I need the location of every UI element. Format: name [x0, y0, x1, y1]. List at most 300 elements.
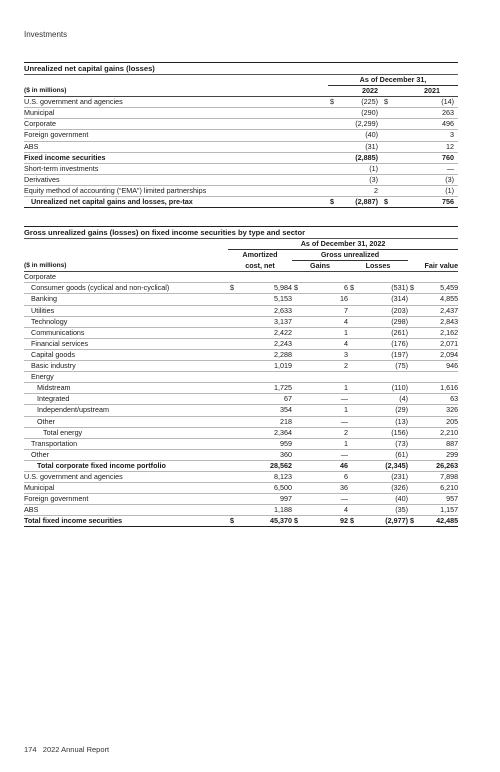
dollar-sign — [228, 438, 254, 449]
row-label: Total fixed income securities — [24, 516, 228, 527]
dollar-sign: $ — [292, 516, 316, 527]
amortized-cost: 2,364 — [254, 427, 292, 438]
table-row — [24, 361, 458, 372]
table2-losses-header: Losses — [348, 261, 408, 272]
dollar-sign — [408, 505, 424, 516]
dollar-sign — [328, 108, 336, 119]
losses-value: (261) — [372, 327, 408, 338]
fair-value: 2,210 — [424, 427, 458, 438]
losses-value: (197) — [372, 349, 408, 360]
dollar-sign — [328, 185, 336, 196]
table1-col-2022: 2022 — [336, 86, 382, 97]
dollar-sign — [408, 383, 424, 394]
dollar-sign — [292, 383, 316, 394]
fair-value: 7,898 — [424, 471, 458, 482]
table1-col-2021: 2021 — [390, 86, 458, 97]
table1-units: ($ in millions) — [24, 86, 328, 97]
dollar-sign — [382, 119, 390, 130]
dollar-sign — [328, 163, 336, 174]
dollar-sign: $ — [348, 516, 372, 527]
table-row — [24, 152, 458, 163]
table-row — [24, 471, 458, 482]
dollar-sign: $ — [408, 516, 424, 527]
row-label: Other — [24, 416, 228, 427]
table-row — [24, 185, 458, 196]
dollar-sign — [228, 494, 254, 505]
dollar-sign — [228, 505, 254, 516]
losses-value: (40) — [372, 494, 408, 505]
table-row — [24, 197, 458, 208]
dollar-sign — [348, 438, 372, 449]
gains-value: 4 — [316, 316, 348, 327]
row-label: Foreign government — [24, 130, 328, 141]
gains-value: 6 — [316, 471, 348, 482]
dollar-sign — [408, 327, 424, 338]
page-number: 174 — [24, 745, 37, 754]
row-label: Fixed income securities — [24, 152, 328, 163]
gains-value: 2 — [316, 427, 348, 438]
dollar-sign — [348, 505, 372, 516]
value-2022: (40) — [336, 130, 382, 141]
dollar-sign — [382, 174, 390, 185]
dollar-sign — [228, 483, 254, 494]
value-2021: (3) — [390, 174, 458, 185]
dollar-sign — [328, 152, 336, 163]
losses-value: (73) — [372, 438, 408, 449]
report-name: 2022 Annual Report — [42, 745, 110, 754]
gains-value — [316, 272, 348, 283]
losses-value: (326) — [372, 483, 408, 494]
amortized-cost: 6,500 — [254, 483, 292, 494]
dollar-sign — [408, 460, 424, 471]
dollar-sign — [348, 427, 372, 438]
unrealized-gains-table — [24, 62, 458, 208]
dollar-sign — [408, 494, 424, 505]
value-2021: (1) — [390, 185, 458, 196]
value-2021: (14) — [390, 97, 458, 108]
value-2021: 12 — [390, 141, 458, 152]
value-2022: (2,299) — [336, 119, 382, 130]
amortized-cost: 1,019 — [254, 361, 292, 372]
table-row — [24, 383, 458, 394]
losses-value: (4) — [372, 394, 408, 405]
table-row — [24, 163, 458, 174]
table1 — [24, 75, 458, 208]
dollar-sign — [228, 383, 254, 394]
amortized-cost: 5,153 — [254, 294, 292, 305]
dollar-sign — [292, 505, 316, 516]
gains-value: — — [316, 449, 348, 460]
amortized-cost: 1,188 — [254, 505, 292, 516]
amortized-cost — [254, 372, 292, 383]
dollar-sign — [292, 338, 316, 349]
gains-value: 1 — [316, 327, 348, 338]
losses-value: (231) — [372, 471, 408, 482]
table-row — [24, 294, 458, 305]
table-row — [24, 316, 458, 327]
row-label: U.S. government and agencies — [24, 97, 328, 108]
fair-value: 2,437 — [424, 305, 458, 316]
dollar-sign — [292, 294, 316, 305]
gains-value: — — [316, 416, 348, 427]
dollar-sign — [292, 427, 316, 438]
dollar-sign — [348, 327, 372, 338]
dollar-sign — [382, 163, 390, 174]
table1-title: Unrealized net capital gains (losses) — [24, 62, 458, 75]
value-2022: (3) — [336, 174, 382, 185]
table-row — [24, 349, 458, 360]
dollar-sign — [348, 471, 372, 482]
value-2021: 263 — [390, 108, 458, 119]
amortized-cost: 2,633 — [254, 305, 292, 316]
dollar-sign — [408, 338, 424, 349]
dollar-sign — [228, 272, 254, 283]
fair-value: 4,855 — [424, 294, 458, 305]
amortized-cost: 3,137 — [254, 316, 292, 327]
table-row — [24, 460, 458, 471]
row-label: Other — [24, 449, 228, 460]
table2-amortized-l1: Amortized — [242, 250, 278, 260]
table-row — [24, 130, 458, 141]
amortized-cost: 1,725 — [254, 383, 292, 394]
value-2022: (31) — [336, 141, 382, 152]
dollar-sign — [408, 405, 424, 416]
dollar-sign — [408, 316, 424, 327]
losses-value: (203) — [372, 305, 408, 316]
table2-units: ($ in millions) — [24, 261, 228, 272]
dollar-sign — [292, 449, 316, 460]
dollar-sign — [408, 361, 424, 372]
table1-period-header: As of December 31, — [328, 75, 458, 86]
amortized-cost: 360 — [254, 449, 292, 460]
fair-value: 63 — [424, 394, 458, 405]
dollar-sign — [292, 416, 316, 427]
table2-gains-header: Gains — [292, 261, 348, 272]
fair-value: 2,071 — [424, 338, 458, 349]
table-row — [24, 108, 458, 119]
dollar-sign — [228, 405, 254, 416]
table2 — [24, 239, 458, 527]
dollar-sign — [348, 349, 372, 360]
amortized-cost: 218 — [254, 416, 292, 427]
row-label: Derivatives — [24, 174, 328, 185]
table-row — [24, 394, 458, 405]
table-row — [24, 449, 458, 460]
losses-value: (156) — [372, 427, 408, 438]
row-label: Corporate — [24, 272, 228, 283]
dollar-sign — [348, 449, 372, 460]
value-2021: 496 — [390, 119, 458, 130]
table-row — [24, 283, 458, 294]
row-label: Capital goods — [24, 349, 228, 360]
amortized-cost: 5,984 — [254, 283, 292, 294]
table-row — [24, 327, 458, 338]
row-label: ABS — [24, 505, 228, 516]
dollar-sign — [408, 272, 424, 283]
dollar-sign — [228, 416, 254, 427]
dollar-sign — [408, 349, 424, 360]
value-2022: (2,887) — [336, 197, 382, 208]
dollar-sign — [292, 460, 316, 471]
fair-value: 2,094 — [424, 349, 458, 360]
dollar-sign — [228, 294, 254, 305]
row-label: Communications — [24, 327, 228, 338]
dollar-sign — [348, 316, 372, 327]
dollar-sign — [382, 130, 390, 141]
amortized-cost: 2,243 — [254, 338, 292, 349]
fair-value: 26,263 — [424, 460, 458, 471]
amortized-cost: 67 — [254, 394, 292, 405]
dollar-sign — [408, 416, 424, 427]
fair-value: 887 — [424, 438, 458, 449]
fair-value: 326 — [424, 405, 458, 416]
amortized-cost: 997 — [254, 494, 292, 505]
fair-value: 957 — [424, 494, 458, 505]
table-row — [24, 372, 458, 383]
gains-value: 1 — [316, 438, 348, 449]
value-2021: 756 — [390, 197, 458, 208]
dollar-sign — [328, 174, 336, 185]
row-label: Short-term investments — [24, 163, 328, 174]
dollar-sign — [408, 305, 424, 316]
dollar-sign: $ — [292, 283, 316, 294]
dollar-sign — [348, 383, 372, 394]
value-2021: 760 — [390, 152, 458, 163]
gains-value: 1 — [316, 405, 348, 416]
amortized-cost — [254, 272, 292, 283]
dollar-sign — [228, 427, 254, 438]
dollar-sign — [292, 316, 316, 327]
dollar-sign — [348, 494, 372, 505]
dollar-sign: $ — [330, 97, 334, 107]
row-label: Transportation — [24, 438, 228, 449]
dollar-sign — [292, 483, 316, 494]
gains-value: — — [316, 494, 348, 505]
row-label: Foreign government — [24, 494, 228, 505]
losses-value: (61) — [372, 449, 408, 460]
gains-value: 16 — [316, 294, 348, 305]
dollar-sign — [348, 483, 372, 494]
losses-value: (29) — [372, 405, 408, 416]
row-label: Total corporate fixed income portfolio — [24, 460, 228, 471]
amortized-cost: 8,123 — [254, 471, 292, 482]
fair-value: 1,616 — [424, 383, 458, 394]
gains-value: 4 — [316, 505, 348, 516]
row-label: Total energy — [24, 427, 228, 438]
table-row — [24, 141, 458, 152]
table-row — [24, 97, 458, 108]
fair-value: 6,210 — [424, 483, 458, 494]
dollar-sign — [292, 405, 316, 416]
row-label: Midstream — [24, 383, 228, 394]
dollar-sign — [348, 394, 372, 405]
table2-amortized-l2: cost, net — [228, 261, 292, 272]
value-2021: — — [390, 163, 458, 174]
amortized-cost: 959 — [254, 438, 292, 449]
dollar-sign — [408, 427, 424, 438]
dollar-sign — [348, 372, 372, 383]
dollar-sign — [348, 305, 372, 316]
row-label: Banking — [24, 294, 228, 305]
value-2022: 2 — [336, 185, 382, 196]
row-label: Consumer goods (cyclical and non-cyclical) — [24, 283, 228, 294]
gains-value: 7 — [316, 305, 348, 316]
losses-value — [372, 272, 408, 283]
table-row — [24, 174, 458, 185]
value-2022: (2,885) — [336, 152, 382, 163]
dollar-sign: $ — [330, 197, 334, 207]
table2-fair-value-header: Fair value — [408, 261, 458, 272]
fair-value: 946 — [424, 361, 458, 372]
row-label: Energy — [24, 372, 228, 383]
row-label: Utilities — [24, 305, 228, 316]
amortized-cost: 354 — [254, 405, 292, 416]
amortized-cost: 45,370 — [254, 516, 292, 527]
row-label: Unrealized net capital gains and losses, pre-tax — [24, 197, 328, 208]
dollar-sign — [292, 361, 316, 372]
gains-value: 92 — [316, 516, 348, 527]
row-label: Equity method of accounting (“EMA”) limited partnerships — [24, 185, 328, 196]
row-label: Independent/upstream — [24, 405, 228, 416]
dollar-sign — [328, 141, 336, 152]
dollar-sign — [228, 349, 254, 360]
dollar-sign — [292, 372, 316, 383]
dollar-sign — [328, 119, 336, 130]
dollar-sign: $ — [228, 283, 254, 294]
fair-value — [424, 272, 458, 283]
value-2021: 3 — [390, 130, 458, 141]
gains-value: 36 — [316, 483, 348, 494]
amortized-cost: 2,288 — [254, 349, 292, 360]
fair-value: 1,157 — [424, 505, 458, 516]
row-label: ABS — [24, 141, 328, 152]
row-label: Municipal — [24, 108, 328, 119]
losses-value: (314) — [372, 294, 408, 305]
dollar-sign — [328, 130, 336, 141]
row-label: Basic industry — [24, 361, 228, 372]
dollar-sign: $ — [408, 283, 424, 294]
dollar-sign — [228, 316, 254, 327]
losses-value: (2,345) — [372, 460, 408, 471]
dollar-sign — [408, 438, 424, 449]
row-label: Integrated — [24, 394, 228, 405]
dollar-sign — [292, 494, 316, 505]
losses-value: (2,977) — [372, 516, 408, 527]
value-2022: (290) — [336, 108, 382, 119]
dollar-sign: $ — [384, 197, 388, 207]
losses-value: (298) — [372, 316, 408, 327]
dollar-sign — [228, 361, 254, 372]
dollar-sign — [292, 349, 316, 360]
gains-value: 2 — [316, 361, 348, 372]
gains-value — [316, 372, 348, 383]
table-row — [24, 438, 458, 449]
dollar-sign — [292, 438, 316, 449]
dollar-sign — [292, 272, 316, 283]
value-2022: (225) — [336, 97, 382, 108]
fair-value — [424, 372, 458, 383]
table-row — [24, 405, 458, 416]
gains-value: 46 — [316, 460, 348, 471]
dollar-sign — [348, 460, 372, 471]
losses-value: (531) — [372, 283, 408, 294]
dollar-sign: $ — [384, 97, 388, 107]
table-row — [24, 272, 458, 283]
dollar-sign: $ — [228, 516, 254, 527]
dollar-sign — [292, 305, 316, 316]
gains-value: 4 — [316, 338, 348, 349]
dollar-sign: $ — [348, 283, 372, 294]
table-row — [24, 516, 458, 527]
table2-gross-header: Gross unrealized — [292, 250, 408, 261]
fair-value: 5,459 — [424, 283, 458, 294]
dollar-sign — [382, 108, 390, 119]
table-row — [24, 119, 458, 130]
dollar-sign — [292, 471, 316, 482]
fair-value: 205 — [424, 416, 458, 427]
amortized-cost: 28,562 — [254, 460, 292, 471]
page-footer — [24, 745, 109, 754]
dollar-sign — [408, 372, 424, 383]
amortized-cost: 2,422 — [254, 327, 292, 338]
dollar-sign — [408, 449, 424, 460]
gains-value: — — [316, 394, 348, 405]
dollar-sign — [408, 471, 424, 482]
dollar-sign — [408, 394, 424, 405]
dollar-sign — [348, 361, 372, 372]
gains-value: 1 — [316, 383, 348, 394]
gross-unrealized-table — [24, 226, 458, 527]
dollar-sign — [292, 327, 316, 338]
dollar-sign — [228, 394, 254, 405]
fair-value: 2,843 — [424, 316, 458, 327]
dollar-sign — [228, 460, 254, 471]
dollar-sign — [228, 372, 254, 383]
row-label: Corporate — [24, 119, 328, 130]
dollar-sign — [228, 305, 254, 316]
losses-value: (75) — [372, 361, 408, 372]
dollar-sign — [348, 416, 372, 427]
table2-period-header: As of December 31, 2022 — [228, 239, 458, 250]
row-label: Financial services — [24, 338, 228, 349]
losses-value: (110) — [372, 383, 408, 394]
fair-value: 42,485 — [424, 516, 458, 527]
table-row — [24, 494, 458, 505]
row-label: U.S. government and agencies — [24, 471, 228, 482]
dollar-sign — [348, 294, 372, 305]
dollar-sign — [228, 449, 254, 460]
table2-title: Gross unrealized gains (losses) on fixed income securities by type and sector — [24, 226, 458, 239]
gains-value: 3 — [316, 349, 348, 360]
dollar-sign — [382, 152, 390, 163]
dollar-sign — [348, 338, 372, 349]
dollar-sign — [228, 338, 254, 349]
fair-value: 299 — [424, 449, 458, 460]
dollar-sign — [382, 141, 390, 152]
dollar-sign — [408, 294, 424, 305]
dollar-sign — [348, 405, 372, 416]
losses-value: (13) — [372, 416, 408, 427]
row-label: Technology — [24, 316, 228, 327]
row-label: Municipal — [24, 483, 228, 494]
dollar-sign — [228, 471, 254, 482]
value-2022: (1) — [336, 163, 382, 174]
losses-value: (35) — [372, 505, 408, 516]
table-row — [24, 427, 458, 438]
table-row — [24, 338, 458, 349]
dollar-sign — [348, 272, 372, 283]
table-row — [24, 305, 458, 316]
